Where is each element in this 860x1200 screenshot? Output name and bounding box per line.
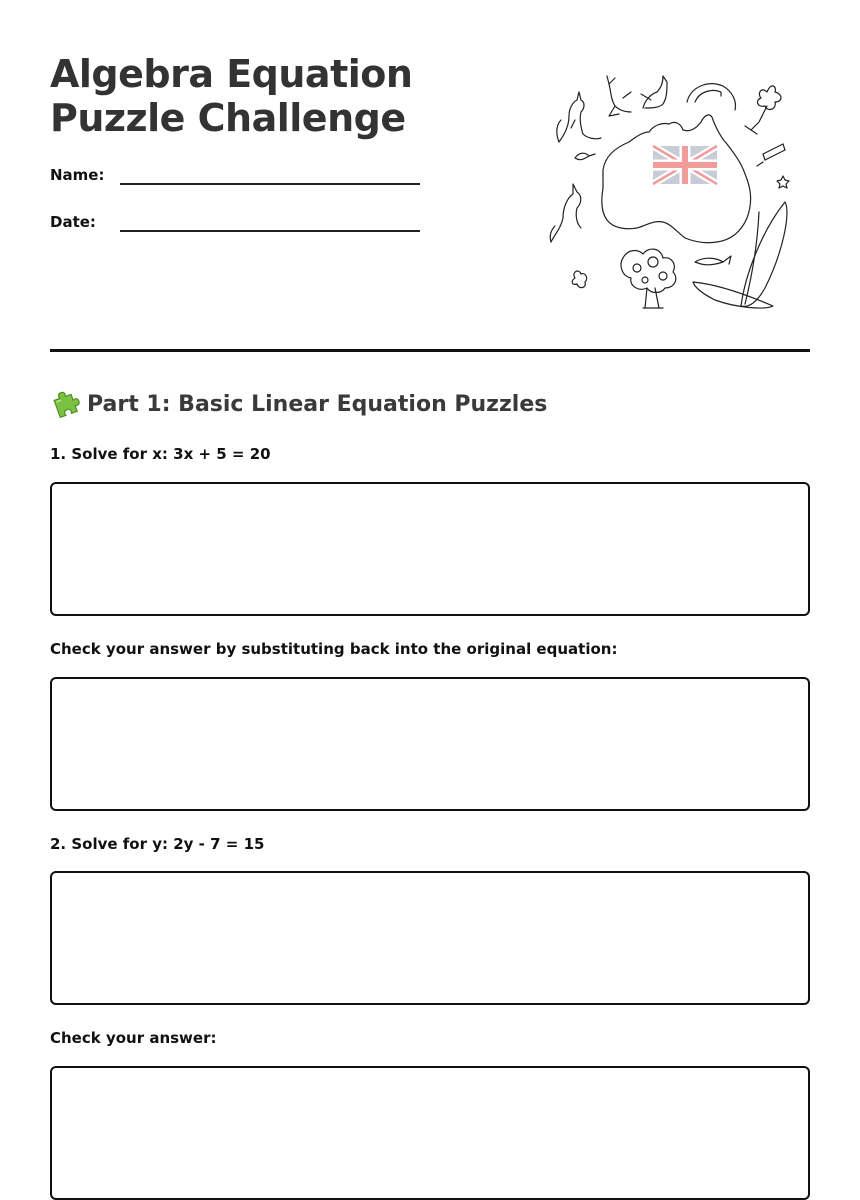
question-1-check-box[interactable]	[50, 677, 810, 811]
question-1-label: 1. Solve for x: 3x + 5 = 20	[50, 445, 271, 463]
date-field-row	[50, 213, 470, 243]
question-2-answer-box[interactable]	[50, 871, 810, 1005]
name-input-line[interactable]	[120, 183, 420, 185]
part1-heading	[50, 388, 547, 420]
header-divider	[50, 349, 810, 352]
date-input-line[interactable]	[120, 230, 420, 232]
question-1-check-label: Check your answer by substituting back into the original equation:	[50, 640, 618, 658]
part1-title: Part 1: Basic Linear Equation Puzzles	[87, 391, 548, 417]
australia-illustration-icon	[545, 72, 795, 314]
worksheet-page	[50, 0, 810, 1161]
page-title: Algebra Equation Puzzle Challenge	[50, 52, 413, 140]
question-2-label: 2. Solve for y: 2y - 7 = 15	[50, 835, 265, 853]
date-label: Date:	[50, 213, 96, 231]
question-2-check-label: Check your answer:	[50, 1029, 217, 1047]
name-field-row	[50, 166, 470, 196]
name-label: Name:	[50, 166, 105, 184]
question-2-check-box[interactable]	[50, 1066, 810, 1200]
puzzle-piece-icon	[50, 389, 80, 419]
question-1-answer-box[interactable]	[50, 482, 810, 616]
